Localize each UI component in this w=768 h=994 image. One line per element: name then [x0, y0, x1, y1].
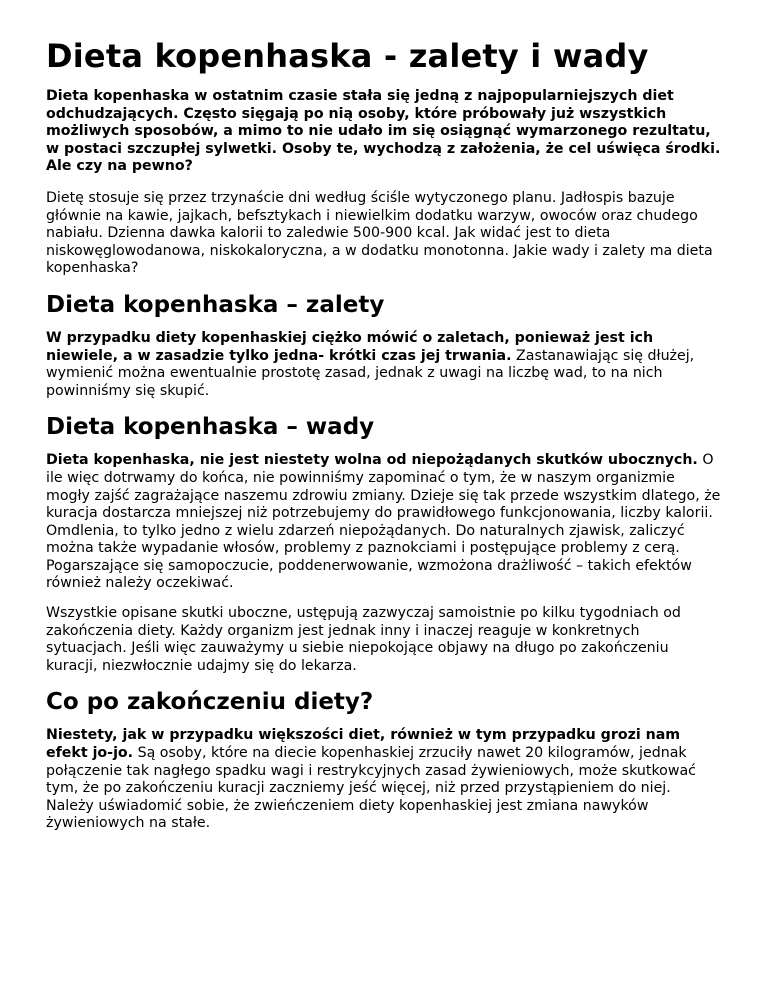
- section-heading-po-diecie: Co po zakończeniu diety?: [46, 689, 374, 716]
- po-diecie-paragraph-bold: Niestety, jak w przypadku większości diet, również w tym przypadku grozi nam efekt jo-jo.: [46, 727, 681, 762]
- intro-paragraph: Dietę stosuje się przez trzynaście dni według ściśle wytyczonego planu. Jadłospis bazuje głównie na kawie, jajkach, befsztykach i niewielkim dodatku warzyw, owoców oraz chudego nabiału. Dzienna dawka kalorii to zaledwie 500-900 kcal. Jak widać jest to dieta niskowęglowodanowa, niskokaloryczna, a w dodatku monotonna. Jakie wady i zalety ma dieta kopenhaska?: [46, 189, 713, 277]
- section-po-diecie: [46, 687, 722, 833]
- po-diecie-paragraph: [46, 727, 722, 833]
- wady-paragraph-1-text: O ile więc dotrwamy do końca, nie powinniśmy zapominać o tym, że w naszym organizmie mogły zajść zagrażające naszemu zdrowiu zmiany. Dzieje się tak przede wszystkim dlatego, że kuracja dostarcza mniejszej niż potrzebujemy do prawidłowego funkcjonowania, liczby kalorii. Omdlenia, to tylko jedno z wielu zdarzeń niepożądanych. Do naturalnych zjawisk, zaliczyć można także wypadanie włosów, problemy z paznokciami i postępujące problemy z cerą. Pogarszające się samopoczucie, poddenerwowanie, wzmożona drażliwość – takich efektów również należy oczekiwać.: [46, 452, 721, 592]
- zalety-paragraph-text: Zastanawiając się dłużej, wymienić można ewentualnie prostotę zasad, jednak z uwagi na liczbę wad, to na nich powinniśmy się skupić.: [46, 347, 695, 399]
- zalety-paragraph: [46, 330, 722, 400]
- po-diecie-paragraph-text: Są osoby, które na diecie kopenhaskiej zrzuciły nawet 20 kilogramów, jednak połączenie tak nagłego spadku wagi i restrykcyjnych zasad żywieniowych, może skutkować tym, że po zakończeniu kuracji zaczniemy jeść więcej, niż przed przystąpieniem do niej. Należy uświadomić sobie, że zwieńczeniem diety kopenhaskiej jest zmiana nawyków żywieniowych na stałe.: [46, 745, 696, 832]
- wady-paragraph-1: [46, 452, 722, 593]
- lead-paragraph: Dieta kopenhaska w ostatnim czasie stała się jedną z najpopularniejszych diet odchudzających. Często sięgają po nią osoby, które próbowały już wszystkich możliwych sposobów, a mimo to nie udało im się osiągnąć wymarzonego rezultatu, w postaci szczupłej sylwetki. Osoby te, wychodzą z założenia, że cel uświęca środki. Ale czy na pewno?: [46, 88, 721, 175]
- wady-paragraph-2-text: Wszystkie opisane skutki uboczne, ustępują zazwyczaj samoistnie po kilku tygodniach od zakończenia diety. Każdy organizm jest jednak inny i inaczej reaguje w konkretnych sytuacjach. Jeśli więc zauważymy u siebie niepokojące objawy na długo po zakończeniu kuracji, niezwłocznie udajmy się do lekarza.: [46, 605, 681, 674]
- wady-paragraph-2: [46, 605, 722, 675]
- page-title: Dieta kopenhaska - zalety i wady: [46, 37, 649, 75]
- zalety-paragraph-bold: W przypadku diety kopenhaskiej ciężko mówić o zaletach, ponieważ jest ich niewiele, a w zasadzie tylko jedna- krótki czas jej trwania.: [46, 329, 654, 364]
- wady-paragraph-1-bold: Dieta kopenhaska, nie jest niestety wolna od niepożądanych skutków ubocznych.: [46, 452, 698, 469]
- section-heading-wady: Dieta kopenhaska – wady: [46, 414, 375, 441]
- section-heading-zalety: Dieta kopenhaska – zalety: [46, 291, 385, 318]
- section-wady: [46, 412, 722, 675]
- section-zalety: [46, 290, 722, 400]
